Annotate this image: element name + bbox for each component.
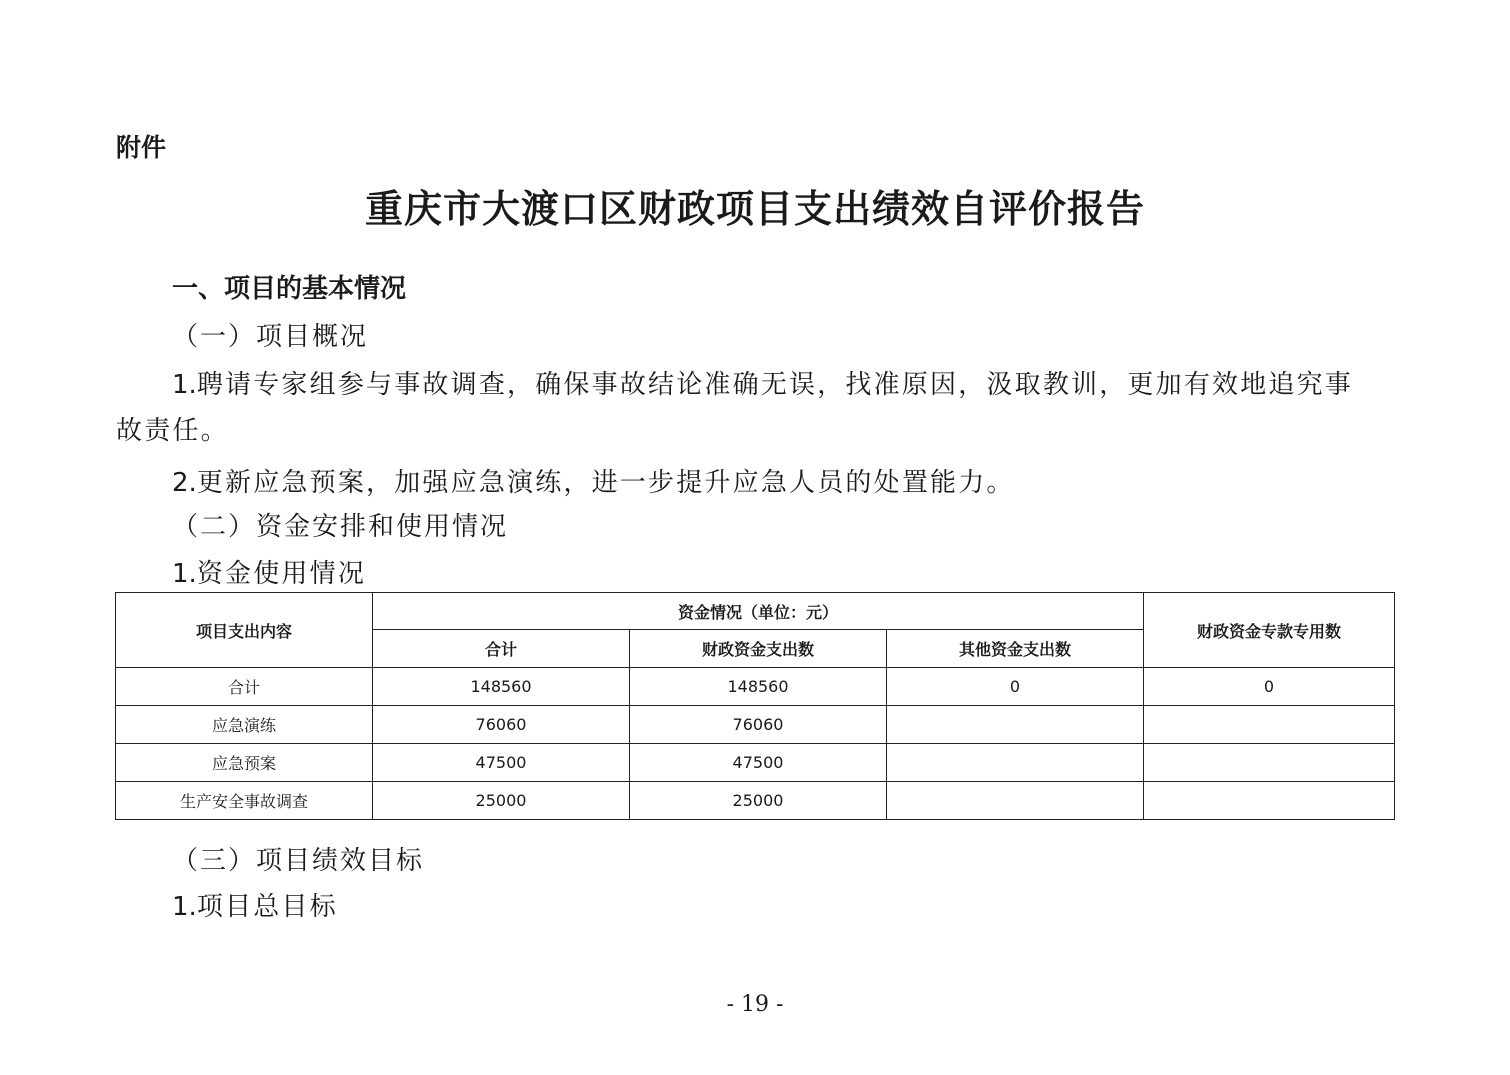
subsection-heading-goals: （三）项目绩效目标 xyxy=(172,846,425,876)
cell-total: 76060 xyxy=(373,706,630,744)
overall-goal-number: 1. xyxy=(172,892,197,922)
cell-fiscal: 148560 xyxy=(630,668,887,706)
cell-special xyxy=(1144,782,1395,820)
table-row xyxy=(116,782,1395,820)
cell-total: 47500 xyxy=(373,744,630,782)
table-row xyxy=(116,706,1395,744)
cell-fiscal: 25000 xyxy=(630,782,887,820)
paragraph-1-line-1 xyxy=(172,364,1353,401)
funds-usage-number: 1. xyxy=(172,559,197,589)
funds-usage-label xyxy=(172,553,366,590)
funds-table xyxy=(115,592,1395,820)
overall-goal-text: 项目总目标 xyxy=(196,892,338,922)
section-heading-basic-info: 一、项目的基本情况 xyxy=(172,274,407,304)
attachment-label: 附件 xyxy=(116,133,167,162)
cell-total: 25000 xyxy=(373,782,630,820)
cell-other xyxy=(887,782,1144,820)
paragraph-2-number: 2. xyxy=(172,468,197,498)
cell-item: 应急预案 xyxy=(116,744,373,782)
cell-other: 0 xyxy=(887,668,1144,706)
header-total: 合计 xyxy=(373,630,630,668)
cell-item: 应急演练 xyxy=(116,706,373,744)
header-special: 财政资金专款专用数 xyxy=(1144,593,1395,668)
header-funds-group: 资金情况（单位：元） xyxy=(373,593,1144,630)
cell-other xyxy=(887,706,1144,744)
cell-special xyxy=(1144,706,1395,744)
table-header-row-1 xyxy=(116,593,1395,630)
cell-total: 148560 xyxy=(373,668,630,706)
table-row xyxy=(116,744,1395,782)
cell-other xyxy=(887,744,1144,782)
header-item: 项目支出内容 xyxy=(116,593,373,668)
cell-item: 合计 xyxy=(116,668,373,706)
cell-fiscal: 76060 xyxy=(630,706,887,744)
subsection-heading-funds: （二）资金安排和使用情况 xyxy=(172,512,509,542)
paragraph-1-text: 聘请专家组参与事故调查，确保事故结论准确无误，找准原因，汲取教训，更加有效地追究事 xyxy=(196,370,1354,400)
document-title: 重庆市大渡口区财政项目支出绩效自评价报告 xyxy=(364,186,1145,231)
cell-fiscal: 47500 xyxy=(630,744,887,782)
subsection-heading-overview: （一）项目概况 xyxy=(172,322,369,352)
overall-goal-label xyxy=(172,886,338,923)
header-other: 其他资金支出数 xyxy=(887,630,1144,668)
cell-special: 0 xyxy=(1144,668,1395,706)
table-row xyxy=(116,668,1395,706)
paragraph-1-line-2: 故责任。 xyxy=(116,416,229,446)
cell-item: 生产安全事故调查 xyxy=(116,782,373,820)
funds-usage-text: 资金使用情况 xyxy=(196,559,367,589)
paragraph-2 xyxy=(172,462,1015,499)
cell-special xyxy=(1144,744,1395,782)
paragraph-1-number: 1. xyxy=(172,370,197,400)
page-number: - 19 - xyxy=(726,992,784,1017)
paragraph-2-text: 更新应急预案，加强应急演练，进一步提升应急人员的处置能力。 xyxy=(196,468,1015,498)
header-fiscal: 财政资金支出数 xyxy=(630,630,887,668)
